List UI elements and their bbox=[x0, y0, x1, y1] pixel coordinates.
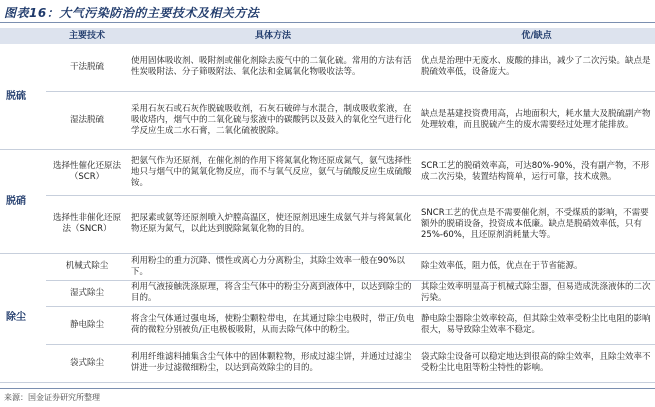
figure-title: 图表16：大气污染防治的主要技术及相关方法 bbox=[4, 6, 260, 20]
table-row bbox=[0, 306, 655, 344]
tech-pros-cons: 静电除尘器除尘效率较高，但其除尘效率受粉尘比电阻的影响很大，易导致除尘效率不稳定。 bbox=[418, 306, 655, 344]
header-category bbox=[0, 28, 46, 44]
table-row bbox=[0, 195, 655, 253]
tech-pros-cons: 优点是治理中无废水、废酸的排出，减少了二次污染。缺点是脱硫效率低，设备庞大。 bbox=[418, 44, 655, 91]
table-row bbox=[0, 280, 655, 306]
tech-pros-cons: SCR工艺的脱硝效率高，可达80%-90%，没有副产物，不形成二次污染，装置结构简单，运行可靠，技术成熟。 bbox=[418, 149, 655, 195]
tech-pros-cons: SNCR工艺的优点是不需要催化剂，不受煤质的影响，不需要额外的脱硝设备，投资成本低廉。缺点是脱硝效率低，只有25%-60%，且还原剂消耗量大等。 bbox=[418, 195, 655, 253]
tech-pros-cons: 除尘效率低，阻力低，优点在于节省能源。 bbox=[418, 253, 655, 280]
header-pros: 优/缺点 bbox=[418, 28, 655, 44]
tech-pros-cons: 其除尘效率明显高于机械式除尘器，但易造成洗涤液体的二次污染。 bbox=[418, 280, 655, 306]
table-header-row bbox=[0, 28, 655, 44]
tech-name: 静电除尘 bbox=[46, 306, 128, 344]
tech-name: 选择性催化还原法（SCR） bbox=[46, 149, 128, 195]
tech-name: 湿式除尘 bbox=[46, 280, 128, 306]
title-divider bbox=[0, 22, 655, 23]
header-tech: 主要技术 bbox=[46, 28, 128, 44]
table-row bbox=[0, 44, 655, 91]
category-desulfurization: 脱硫 bbox=[0, 44, 46, 149]
tech-method: 使用固体吸收剂、吸附剂或催化剂除去废气中的二氧化硫。常用的方法有活性炭吸附法、分子筛吸附法、氧化法和金属氧化物吸收法等。 bbox=[128, 44, 418, 91]
tech-method: 采用石灰石或石灰作脱硫吸收剂，石灰石破碎与水混合，制成吸收浆液，在吸收塔内，烟气中的二氧化硫与浆液中的碳酸钙以及鼓入的氧化空气进行化学反应生成二水石膏，二氧化硫被脱除。 bbox=[128, 91, 418, 149]
category-denitrification: 脱硝 bbox=[0, 149, 46, 253]
tech-name: 选择性非催化还原法（SNCR） bbox=[46, 195, 128, 253]
header-method: 具体方法 bbox=[128, 28, 418, 44]
tech-method: 把氨气作为还原剂，在催化剂的作用下将氮氧化物还原成氮气，氨气选择性地只与烟气中的氮氧化物反应，而不与氧气反应，氨气与硫酸反应生成硫酸铵。 bbox=[128, 149, 418, 195]
tech-method: 把尿素或氨等还原剂喷入炉膛高温区，使还原剂迅速生成氨气并与将氮氧化物还原为氮气，以此达到脱除氮氧化物的目的。 bbox=[128, 195, 418, 253]
table-row bbox=[0, 253, 655, 280]
tech-name: 湿法脱硫 bbox=[46, 91, 128, 149]
tech-name: 机械式除尘 bbox=[46, 253, 128, 280]
tech-name: 干法脱硫 bbox=[46, 44, 128, 91]
tech-method: 利用气液接触洗涤原理，将含尘气体中的粉尘分离到液体中，以达到除尘的目的。 bbox=[128, 280, 418, 306]
tech-pros-cons: 缺点是基建投资费用高，占地面积大，耗水量大及脱硫副产物处理较难，而且脱硫产生的废水需要经过处理才能排放。 bbox=[418, 91, 655, 149]
bottom-divider bbox=[0, 388, 655, 389]
tech-method: 将含尘气体通过强电场，使粉尘颗粒带电，在其通过除尘电极时，带正/负电荷的微粒分别被负/正电极板吸附，从而去除气体中的粉尘。 bbox=[128, 306, 418, 344]
table-row bbox=[0, 91, 655, 149]
table-row bbox=[0, 344, 655, 382]
tech-name: 袋式除尘 bbox=[46, 344, 128, 382]
tech-method: 利用粉尘的重力沉降、惯性或离心力分离粉尘，其除尘效率一般在90%以下。 bbox=[128, 253, 418, 280]
category-dust-removal: 除尘 bbox=[0, 253, 46, 382]
tech-method: 利用纤维滤料捕集含尘气体中的固体颗粒物，形成过滤尘饼，并通过过滤尘饼进一步过滤微细粉尘，以达到高效除尘的目的。 bbox=[128, 344, 418, 382]
tech-table bbox=[0, 28, 655, 383]
table-row bbox=[0, 149, 655, 195]
tech-pros-cons: 袋式除尘设备可以稳定地达到很高的除尘效率，且除尘效率不受粉尘比电阻等粉尘特性的影响。 bbox=[418, 344, 655, 382]
source-note: 来源：国金证券研究所整理 bbox=[4, 393, 100, 402]
